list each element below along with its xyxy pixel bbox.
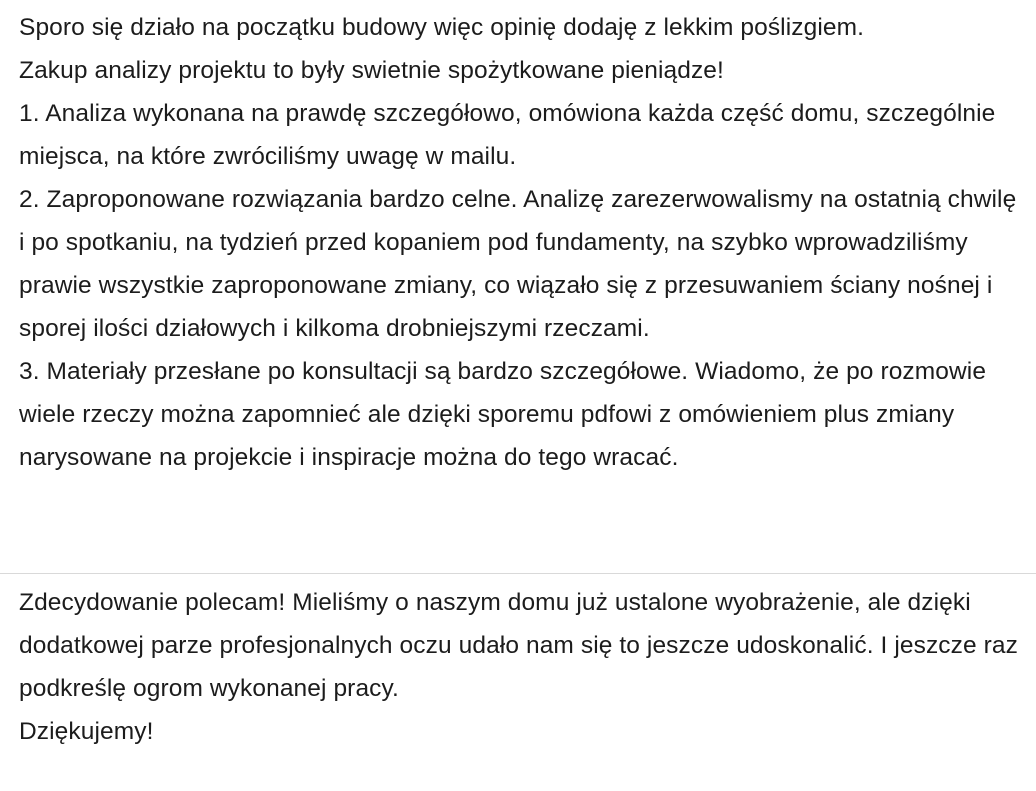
review-summary-line: Zakup analizy projektu to były swietnie spożytkowane pieniądze! [19, 57, 724, 84]
review-text-part-2 [19, 581, 1024, 753]
review-recommendation: Zdecydowanie polecam! Mieliśmy o naszym domu już ustalone wyobrażenie, ale dzięki dodatkowej parze profesjonalnych oczu udało nam się to jeszcze udoskonalić. I jeszcze raz podkreślę ogrom wykonanej pracy. [19, 589, 1018, 702]
section-divider [0, 573, 1036, 574]
review-intro-line: Sporo się działo na początku budowy więc opinię dodaję z lekkim poślizgiem. [19, 14, 865, 41]
review-text-part-1 [19, 6, 1024, 479]
review-point-1: 1. Analiza wykonana na prawdę szczegółowo, omówiona każda część domu, szczególnie miejsca, na które zwróciliśmy uwagę w mailu. [19, 100, 996, 170]
review-point-3: 3. Materiały przesłane po konsultacji są bardzo szczegółowe. Wiadomo, że po rozmowie wiele rzeczy można zapomnieć ale dzięki sporemu pdfowi z omówieniem plus zmiany narysowane na projekcie i inspiracje można do tego wracać. [19, 358, 987, 471]
review-thanks: Dziękujemy! [19, 718, 154, 745]
review-point-2: 2. Zaproponowane rozwiązania bardzo celne. Analizę zarezerwowalismy na ostatnią chwilę i po spotkaniu, na tydzień przed kopaniem pod fundamenty, na szybko wprowadziliśmy prawie wszystkie zaproponowane zmiany, co wiązało się z przesuwaniem ściany nośnej i sporej ilości działowych i kilkoma drobniejszymi rzeczami. [19, 186, 1017, 342]
